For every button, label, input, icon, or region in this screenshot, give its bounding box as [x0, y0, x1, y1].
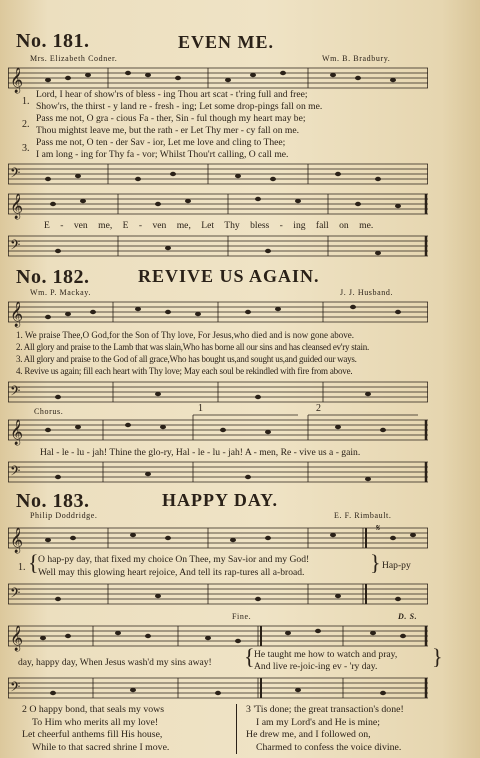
hymn-182-treble-staff-1: [8, 296, 428, 328]
svg-text:𝄞: 𝄞: [10, 527, 24, 552]
hymn-183-refrain-a: day, happy day, When Jesus wash'd my sins away!: [18, 657, 212, 668]
hymn-182-title: REVIVE US AGAIN.: [138, 266, 320, 286]
svg-text:𝄋: 𝄋: [376, 523, 381, 534]
hymn-183-bass-staff-1: [8, 580, 428, 610]
hymn-183-stanza-3-line-2: I am my Lord's and He is mine;: [256, 716, 380, 728]
hymn-183-stanza-3-line-4: Charmed to confess the voice divine.: [256, 741, 402, 753]
hymn-183-stanza-3-line-1: 3 'Tis done; the great transaction's done!: [246, 704, 404, 715]
hymn-181-verse-2-number: 2.: [22, 119, 30, 130]
hymn-182-composer: J. J. Husband.: [340, 288, 394, 297]
hymn-182-chorus-bass-staff: [8, 458, 428, 488]
hymn-183-ds: D. S.: [398, 612, 418, 621]
hymn-183-stanza-3-line-3: He drew me, and I followed on,: [246, 729, 371, 740]
hymn-183-verse-1-line-1: O hap-py day, that fixed my choice On Thee, my Sav-ior and my God!: [38, 554, 310, 565]
hymn-181-verse-3-number: 3.: [22, 143, 30, 154]
hymn-183-verse-brace-close: }: [370, 550, 381, 575]
hymn-183-bass-staff-2: [8, 674, 428, 704]
svg-text:𝄞: 𝄞: [10, 67, 24, 92]
hymn-182-verse-4: 4. Revive us again; fill each heart with Thy love; May each soul be rekindled with fire from above.: [16, 366, 353, 376]
hymn-183-title: HAPPY DAY.: [162, 490, 279, 510]
stanza-divider: [236, 704, 237, 754]
hymn-182-chorus-lyric: Hal - le - lu - jah! Thine the glo-ry, Hal - le - lu - jah! A - men, Re - vive us a - gain.: [40, 447, 361, 458]
svg-text:𝄞: 𝄞: [10, 193, 24, 218]
hymn-183-composer: E. F. Rimbault.: [334, 511, 392, 520]
hymn-182-bass-staff-1: [8, 378, 428, 408]
hymn-181-treble-staff-2: [8, 188, 428, 220]
hymn-181-composer: Wm. B. Bradbury.: [322, 54, 391, 63]
svg-text:𝄢: 𝄢: [10, 385, 21, 402]
hymn-183-stanza-3: [246, 704, 404, 754]
hymn-181-verse-3-line-1: Pass me not, O ten - der Sav - ior, Let me love and cling to Thee;: [36, 137, 286, 148]
hymn-182-verse-3: 3. All glory and praise to the God of all grace,Who has bought us,and sought us,and guided our ways.: [16, 354, 357, 364]
hymn-182-ending-1: 1: [198, 403, 204, 414]
hymn-181-verse-1-number: 1.: [22, 96, 30, 107]
hymn-182-verse-1: 1. We praise Thee,O God,for the Son of Thy love, For Jesus,who died and is now gone above.: [16, 330, 354, 340]
hymn-183-refrain-b-line-2: And live re-joic-ing ev - 'ry day.: [254, 661, 378, 672]
hymn-181-number: No. 181.: [16, 30, 90, 52]
hymn-182-ending-2: 2: [316, 403, 322, 414]
hymn-183-fine: Fine.: [232, 612, 252, 621]
hymn-181-bass-staff-2: [8, 232, 428, 262]
hymn-181-poet: Mrs. Elizabeth Codner.: [30, 54, 118, 63]
hymn-183-stanza-2-line-2: To Him who merits all my love!: [32, 716, 159, 728]
hymn-181-verse-1-line-2: Show'rs, the thirst - y land re - fresh - ing; Let some drop-pings fall on me.: [36, 101, 323, 112]
svg-text:𝄢: 𝄢: [10, 167, 21, 184]
hymn-183-verse-brace: {: [28, 550, 39, 575]
svg-text:𝄞: 𝄞: [10, 625, 24, 650]
hymn-183-stanza-2: [22, 704, 169, 754]
hymn-182-chorus-label: Chorus.: [34, 407, 64, 416]
svg-text:𝄢: 𝄢: [10, 587, 21, 604]
hymn-181-verse-2-line-2: Thou mightst leave me, but the rath - er Let Thy mer - cy fall on me.: [36, 125, 300, 136]
hymn-183-stanza-2-line-3: Let cheerful anthems fill His house,: [22, 729, 163, 740]
hymn-181-title: EVEN ME.: [178, 32, 275, 52]
hymn-183-treble-staff-1: [8, 522, 428, 554]
hymn-183-stanza-2-line-1: 2 O happy bond, that seals my vows: [22, 704, 165, 715]
hymn-183-verse-1-number: 1.: [18, 562, 26, 573]
hymn-183-number: No. 183.: [16, 490, 90, 512]
hymn-183-happy-py: Hap-py: [382, 560, 411, 571]
hymn-183-verse-1-line-2: Well may this glowing heart rejoice, And tell its rap-tures all a-broad.: [38, 567, 305, 578]
hymn-182-chorus-treble-staff: [8, 414, 428, 446]
hymn-182-verse-2: 2. All glory and praise to the Lamb that was slain,Who has borne all our sins and has cleansed ev'ry stain.: [16, 342, 370, 352]
hymn-183-refrain-b-line-1: He taught me how to watch and pray,: [254, 649, 398, 660]
hymn-183-refrain-brace-close: }: [432, 644, 443, 669]
hymn-183-treble-staff-2: [8, 620, 428, 652]
hymn-183-poet: Philip Doddridge.: [30, 511, 98, 520]
hymn-181-verse-1-line-1: Lord, I hear of show'rs of bless - ing Thou art scat - t'ring full and free;: [36, 89, 308, 100]
svg-text:𝄞: 𝄞: [10, 301, 24, 326]
hymn-182-poet: Wm. P. Mackay.: [30, 288, 91, 297]
hymn-181-refrain: E - ven me, E - ven me, Let Thy bless - ing fall on me.: [44, 220, 374, 231]
svg-text:𝄞: 𝄞: [10, 419, 24, 444]
svg-text:𝄢: 𝄢: [10, 465, 21, 482]
hymn-183-stanza-2-line-4: While to that sacred shrine I move.: [32, 741, 170, 753]
svg-text:𝄢: 𝄢: [10, 239, 21, 256]
hymn-183-refrain-brace: {: [244, 644, 255, 669]
hymn-182-number: No. 182.: [16, 266, 90, 288]
hymn-181-bass-staff-1: [8, 160, 428, 190]
hymn-181-verse-3-line-2: I am long - ing for Thy fa - vor; Whilst Thou'rt calling, O call me.: [36, 149, 289, 160]
hymn-181-verse-2-line-1: Pass me not, O gra - cious Fa - ther, Sin - ful though my heart may be;: [36, 113, 306, 124]
svg-text:𝄢: 𝄢: [10, 681, 21, 698]
